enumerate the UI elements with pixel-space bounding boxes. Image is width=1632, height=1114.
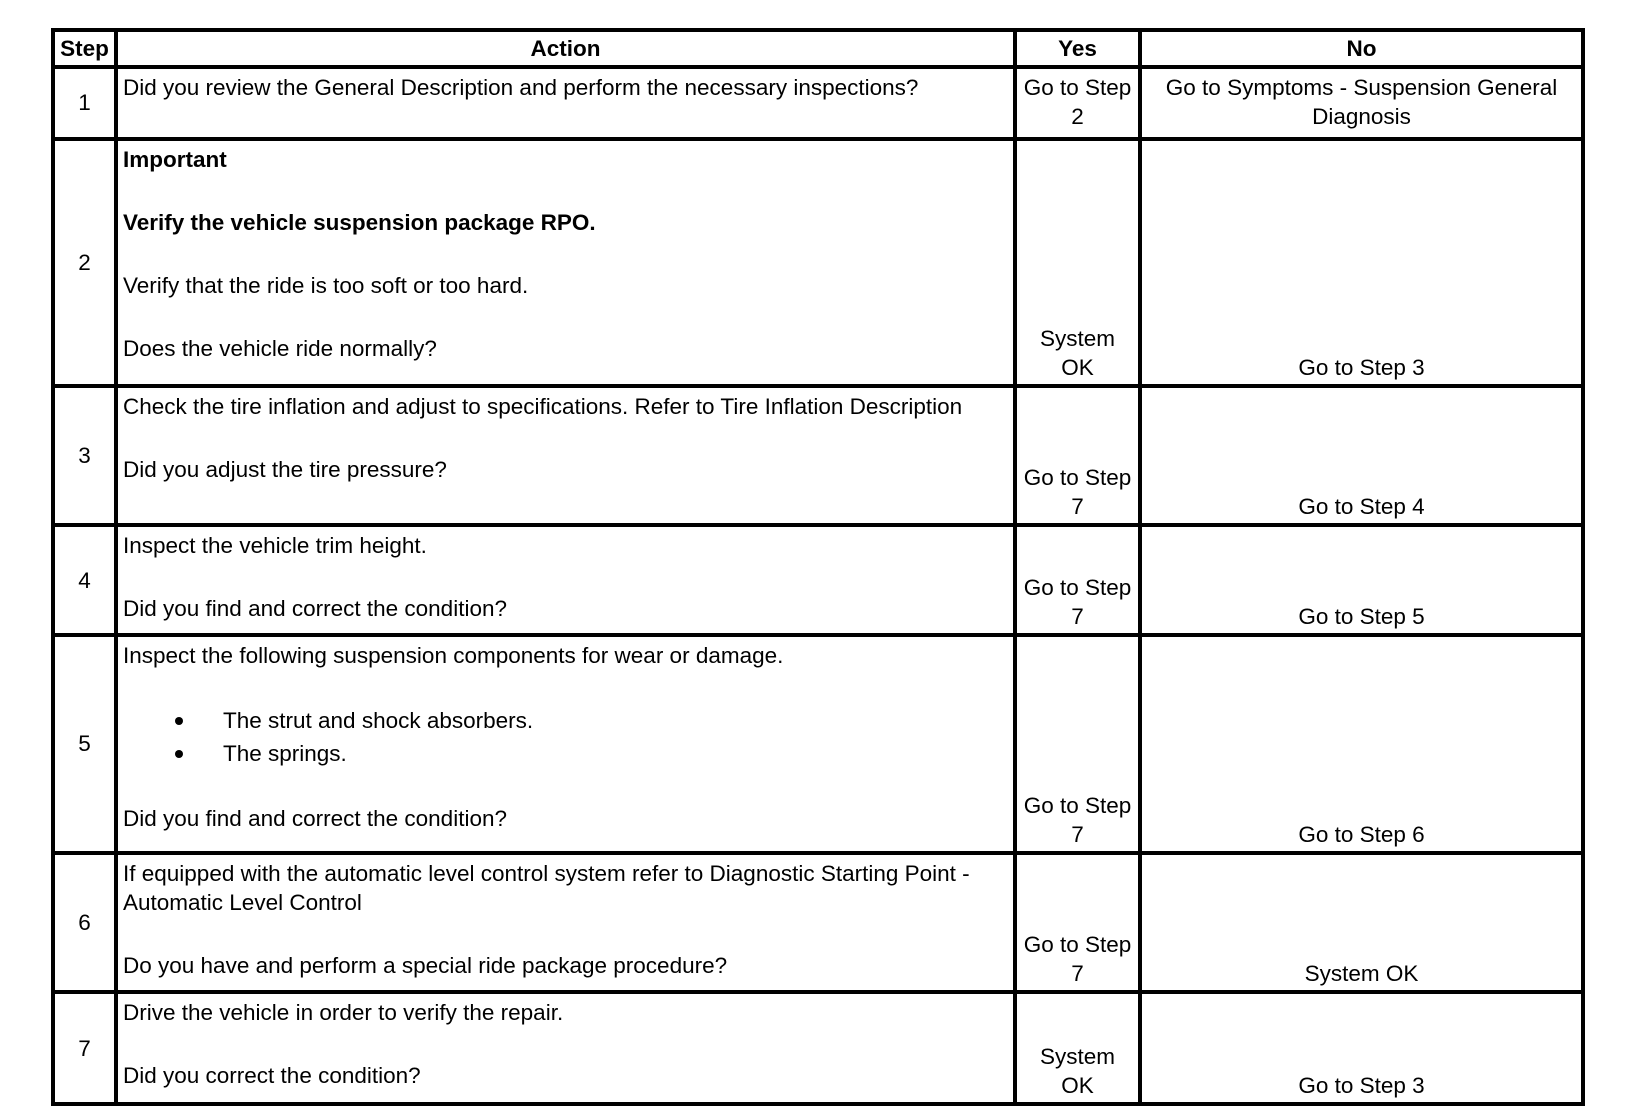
table-row-step-2 xyxy=(53,139,1583,386)
action-text: Inspect the vehicle trim height. xyxy=(123,533,427,559)
action-cell xyxy=(116,853,1015,992)
action-text: Inspect the following suspension components for wear or damage. xyxy=(123,643,784,669)
action-cell xyxy=(116,992,1015,1104)
action-question: Does the vehicle ride normally? xyxy=(123,335,437,361)
step-number: 6 xyxy=(53,853,116,992)
yes-cell: System OK xyxy=(1015,992,1140,1104)
step-number: 1 xyxy=(53,67,116,139)
header-no: No xyxy=(1140,30,1583,67)
table-row-step-4 xyxy=(53,525,1583,635)
yes-cell: Go to Step 7 xyxy=(1015,525,1140,635)
list-item: The strut and shock absorbers. xyxy=(223,704,1008,737)
yes-cell: Go to Step 2 xyxy=(1015,67,1140,139)
action-text: Check the tire inflation and adjust to specifications. Refer to Tire Inflation Description xyxy=(123,393,963,419)
table-row-step-6 xyxy=(53,853,1583,992)
action-text: Verify that the ride is too soft or too hard. xyxy=(123,272,529,298)
header-yes: Yes xyxy=(1015,30,1140,67)
no-cell: Go to Step 5 xyxy=(1140,525,1583,635)
action-text: If equipped with the automatic level control system refer to Diagnostic Starting Point - Automatic Level Control xyxy=(123,860,970,915)
yes-cell: Go to Step 7 xyxy=(1015,853,1140,992)
action-question: Did you adjust the tire pressure? xyxy=(123,456,447,482)
no-cell: System OK xyxy=(1140,853,1583,992)
step-number: 3 xyxy=(53,386,116,525)
diagnostic-table xyxy=(51,28,1585,1106)
no-cell: Go to Symptoms - Suspension General Diagnosis xyxy=(1140,67,1583,139)
action-question: Do you have and perform a special ride package procedure? xyxy=(123,952,728,978)
important-text: Verify the vehicle suspension package RPO. xyxy=(123,209,596,235)
action-cell xyxy=(116,525,1015,635)
action-text: Did you review the General Description and perform the necessary inspections? xyxy=(123,75,919,100)
step-number: 7 xyxy=(53,992,116,1104)
yes-cell: System OK xyxy=(1015,139,1140,386)
important-label: Important xyxy=(123,146,227,172)
no-cell: Go to Step 6 xyxy=(1140,635,1583,853)
yes-cell: Go to Step 7 xyxy=(1015,635,1140,853)
no-cell: Go to Step 4 xyxy=(1140,386,1583,525)
action-cell xyxy=(116,386,1015,525)
action-question: Did you find and correct the condition? xyxy=(123,596,507,622)
component-list xyxy=(123,704,1008,770)
action-question: Did you find and correct the condition? xyxy=(123,806,507,832)
header-action: Action xyxy=(116,30,1015,67)
action-cell xyxy=(116,139,1015,386)
no-cell: Go to Step 3 xyxy=(1140,139,1583,386)
no-cell: Go to Step 3 xyxy=(1140,992,1583,1104)
action-text: Drive the vehicle in order to verify the repair. xyxy=(123,1000,564,1026)
table-row-step-7 xyxy=(53,992,1583,1104)
action-cell xyxy=(116,67,1015,139)
header-step: Step xyxy=(53,30,116,67)
table-row-step-3 xyxy=(53,386,1583,525)
table-row-step-1 xyxy=(53,67,1583,139)
step-number: 4 xyxy=(53,525,116,635)
action-question: Did you correct the condition? xyxy=(123,1063,421,1089)
step-number: 5 xyxy=(53,635,116,853)
header-row xyxy=(53,30,1583,67)
yes-cell: Go to Step 7 xyxy=(1015,386,1140,525)
step-number: 2 xyxy=(53,139,116,386)
list-item: The springs. xyxy=(223,737,1008,770)
table-row-step-5 xyxy=(53,635,1583,853)
action-cell xyxy=(116,635,1015,853)
